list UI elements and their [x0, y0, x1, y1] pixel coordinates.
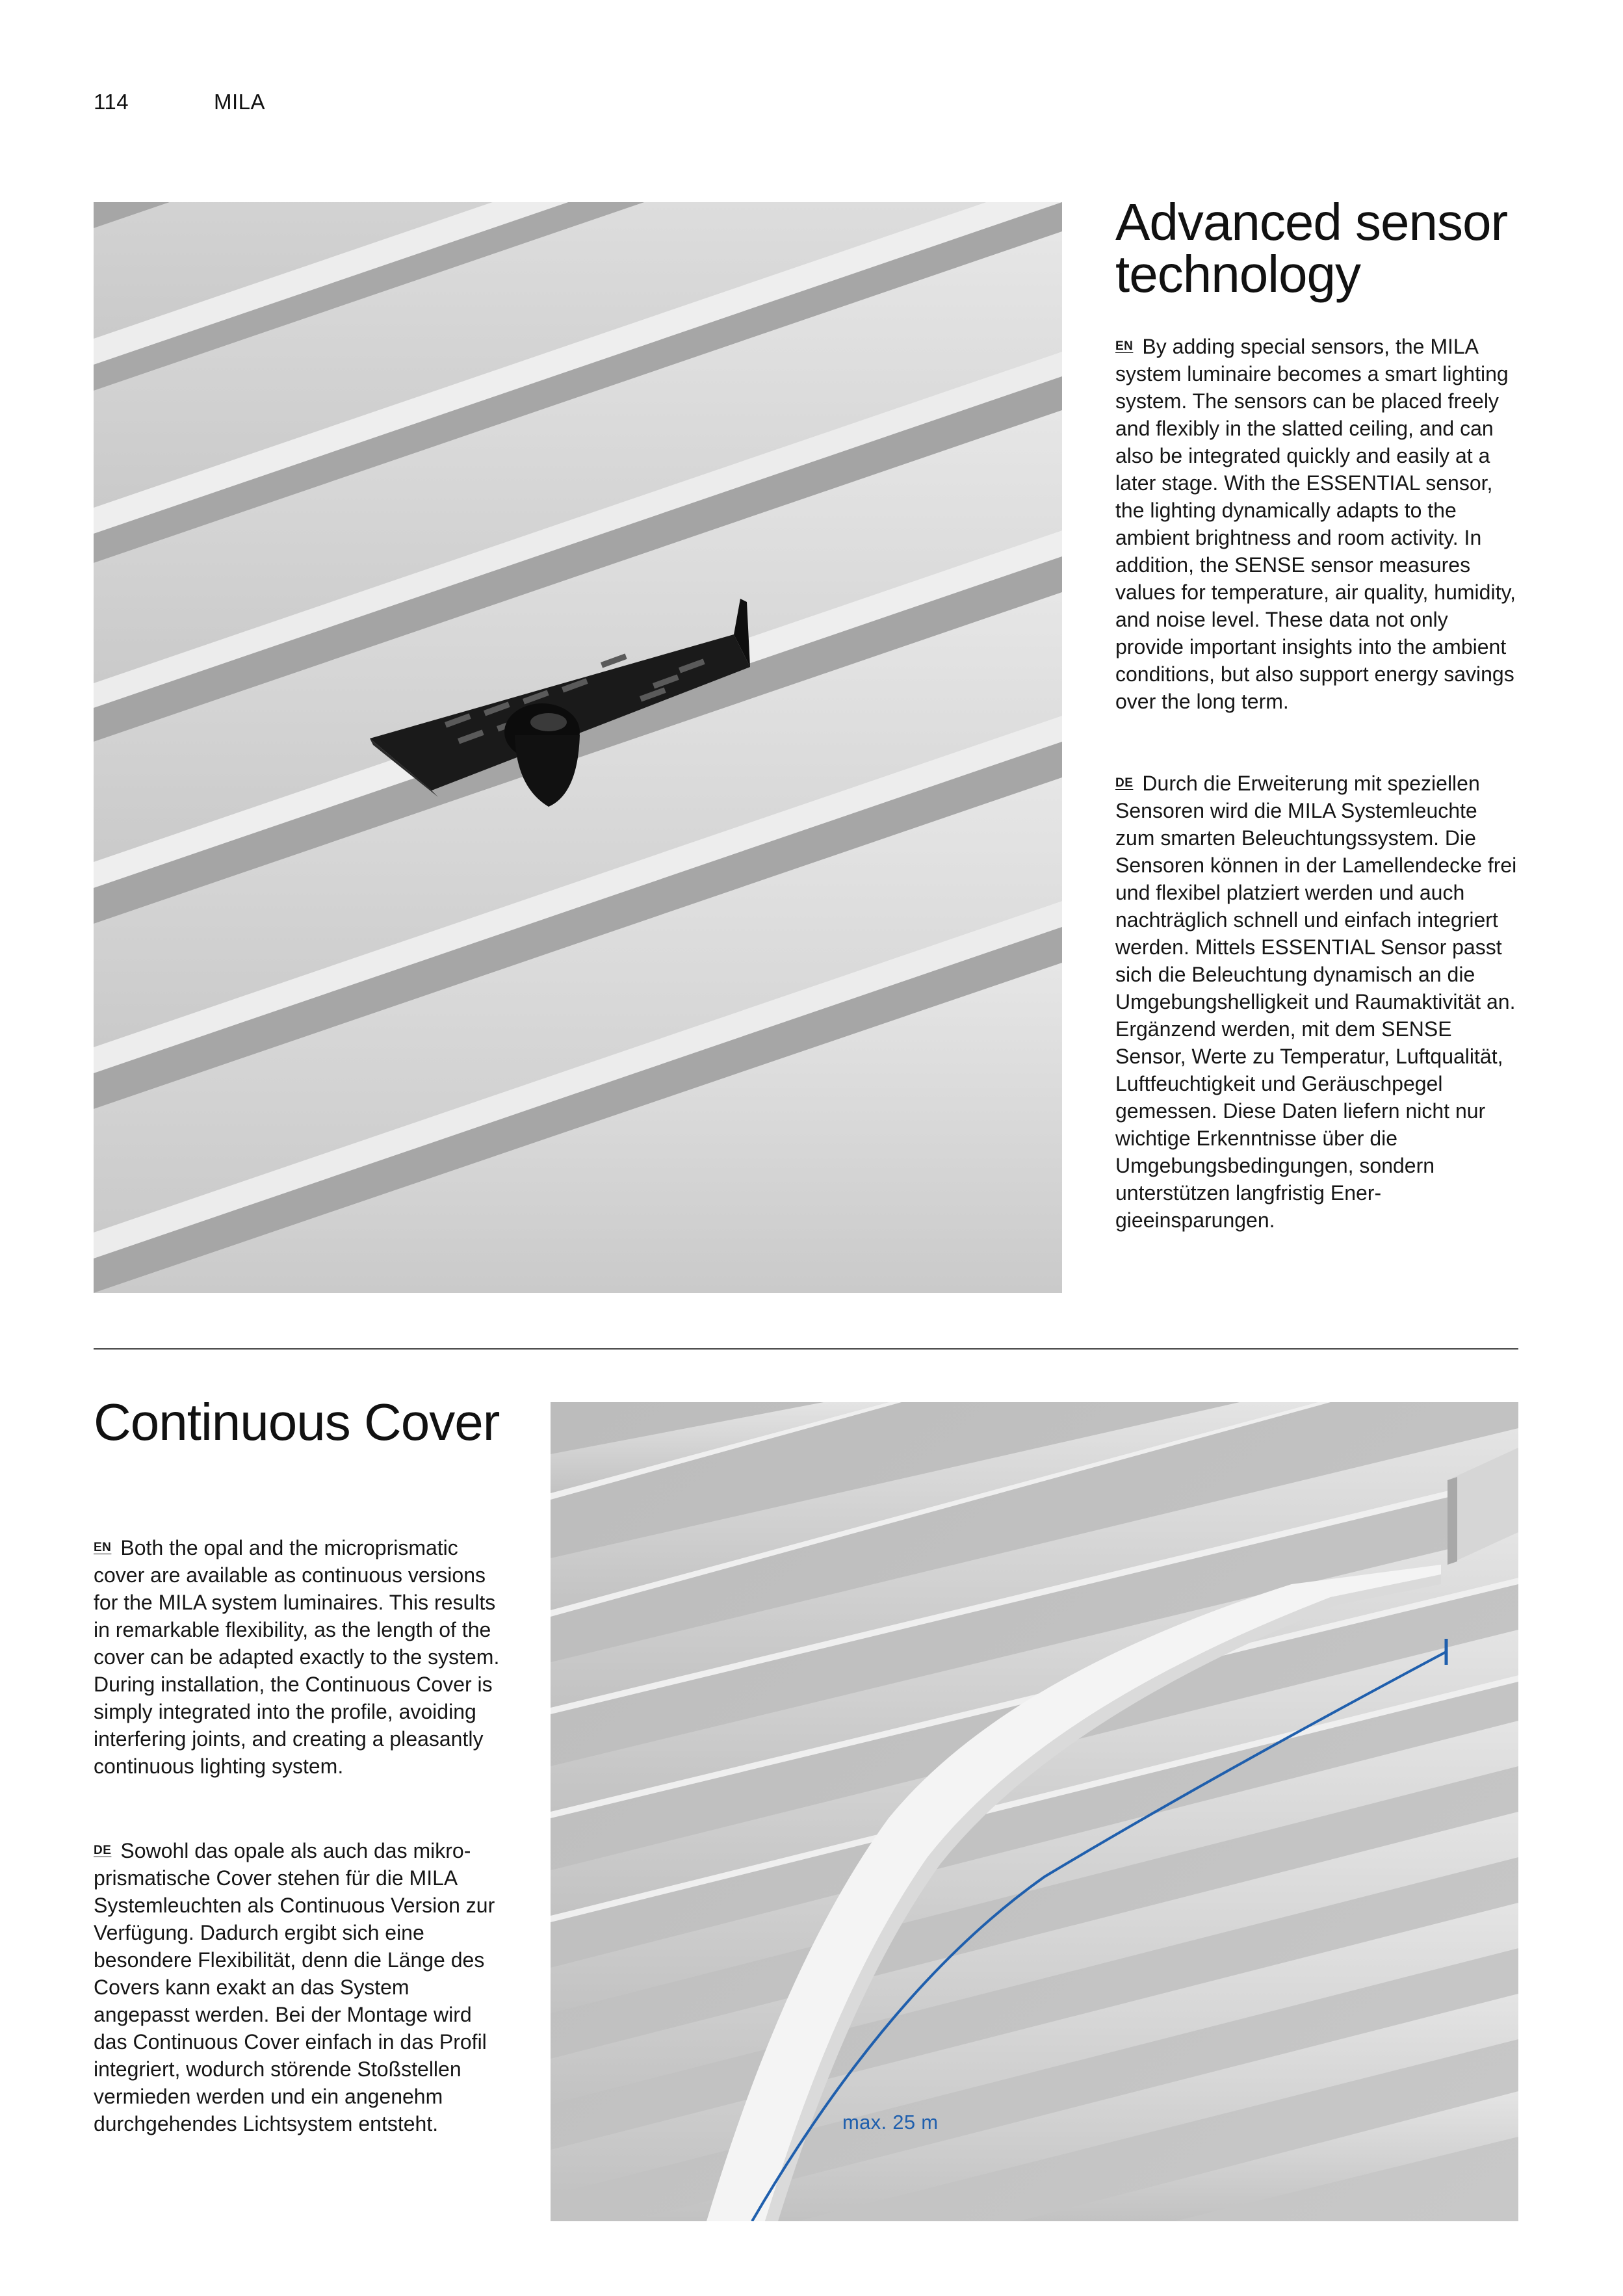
sensor-body-en: By adding special sensors, the MILA system luminaire becomes a smart lighting system. The sensors can be placed freely and flexibly in the slatted ceiling, and can also be integrated quickly and easily at a later stage. With the ESSENTIAL sensor, the lighting dynamically adapts to the ambient brightness and room activity. In addition, the SENSE sensor measures values for temperature, air quality, humidity, and noise level. These data not only provide important insights into the ambient conditions, but also support energy savings over the long term.	[1115, 335, 1516, 713]
sensor-body-de: Durch die Erweiterung mit speziellen Sensoren wird die MILA Systemleuchte zum smarten Beleuchtungssystem. Die Sensoren können in der Lamellendecke frei und flexibel platziert werden und auch nachträglich schnell und einfach integriert werden. Mittels ESSENTIAL Sensor passt sich die Beleuchtung dynamisch an die Umgebungshelligkeit und Raumaktivität an. Ergänzend werden, mit dem SENSE Sensor, Werte zu Temperatur, Luftqualität, Luftfeuchtigkeit und Geräuschpegel gemessen. Diese Daten liefern nicht nur wichtige Erkenntnisse über die Umgebungsbedingungen, sondern unterstützen langfristig Energieeinsparungen.	[1115, 772, 1517, 1232]
cover-text-de	[94, 1837, 510, 2137]
language-tag-en: EN	[1115, 339, 1134, 353]
language-tag-en: EN	[94, 1541, 112, 1554]
section-title-sensor: Advanced sensor technology	[1115, 193, 1508, 303]
cover-text-en	[94, 1534, 510, 1780]
cover-body-en: Both the opal and the microprismatic cover are available as continuous versions for the MILA system luminaires. This results in remarkable flexibility, as the length of the cover can be adapted exactly to the system. During installation, the Continuous Cover is simply integrated into the profile, avoiding interfering joints, and creating a pleasantly continuous lighting system.	[94, 1536, 500, 1778]
continuous-cover-illustration	[551, 1402, 1518, 2221]
cover-body-de: Sowohl das opale als auch das mikroprismatische Cover stehen für die MILA Systemleuchten als Continuous Version zur Verfügung. Dadurch ergibt sich eine besondere Flexibilität, denn die Länge des Covers kann exakt an das System angepasst werden. Bei der Montage wird das Continuous Cover einfach in das Profil integriert, wodurch störende Stoßstellen vermieden werden und ein angenehm durchgehendes Lichtsystem entsteht.	[94, 1839, 495, 2135]
max-length-label: max. 25 m	[842, 2111, 939, 2133]
section-divider	[94, 1348, 1518, 1350]
sensor-text-en	[1115, 333, 1518, 715]
document-title: MILA	[214, 90, 266, 114]
page-number: 114	[94, 90, 129, 114]
continuous-cover-photo	[551, 1402, 1518, 2221]
section-title-cover: Continuous Cover	[94, 1393, 500, 1451]
sensor-text-de	[1115, 770, 1518, 1234]
sensor-ceiling-photo	[94, 202, 1062, 1293]
sensor-ceiling-illustration	[94, 202, 1062, 1293]
language-tag-de: DE	[1115, 776, 1134, 790]
language-tag-de: DE	[94, 1844, 112, 1857]
